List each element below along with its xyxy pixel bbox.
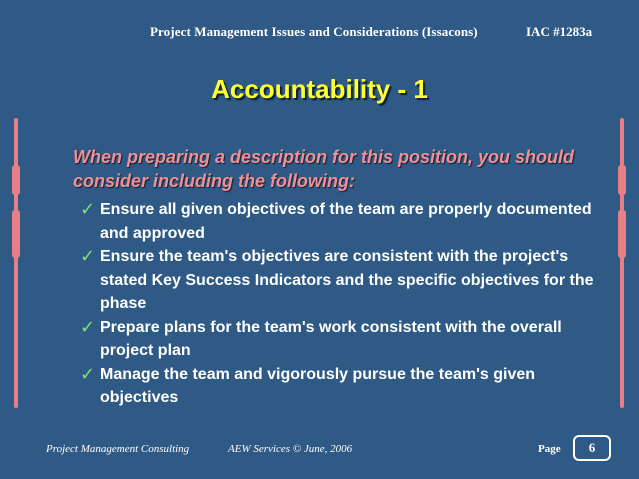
bullet-list — [80, 198, 600, 410]
right-accent-tick — [618, 165, 626, 195]
checkmark-icon: ✓ — [80, 199, 96, 220]
left-accent-tick — [12, 165, 20, 195]
right-accent-bar — [620, 118, 624, 408]
list-item — [80, 363, 600, 410]
right-accent-tick — [618, 210, 626, 258]
footer-company: Project Management Consulting — [46, 443, 190, 455]
checkmark-icon: ✓ — [80, 316, 96, 338]
left-accent-bar — [14, 118, 18, 408]
checkmark-icon: ✓ — [80, 246, 96, 267]
slide-title: Accountability - 1 — [211, 74, 428, 104]
checkmark-icon: ✓ — [80, 363, 96, 385]
header-code: IAC #1283a — [526, 24, 593, 39]
bullet-text: Manage the team and vigorously pursue the team's given objectives — [100, 365, 536, 406]
intro-text: When preparing a description for this position, you should consider including the following: — [73, 147, 575, 191]
bullet-text: Prepare plans for the team's work consistent with the overall project plan — [100, 318, 562, 359]
bullet-text: Ensure all given objectives of the team are properly documented and approved — [100, 201, 592, 242]
header-title: Project Management Issues and Considerations (Issacons) — [150, 24, 478, 39]
list-item — [80, 316, 600, 363]
footer-page-label: Page — [538, 443, 561, 455]
bullet-text: Ensure the team's objectives are consistent with the project's stated Key Success Indicators and the specific objectives for the phase — [100, 248, 594, 312]
page-number: 6 — [573, 435, 611, 461]
list-item — [80, 245, 600, 316]
footer-copyright: AEW Services © June, 2006 — [228, 443, 353, 455]
list-item — [80, 198, 600, 245]
left-accent-tick — [12, 210, 20, 258]
